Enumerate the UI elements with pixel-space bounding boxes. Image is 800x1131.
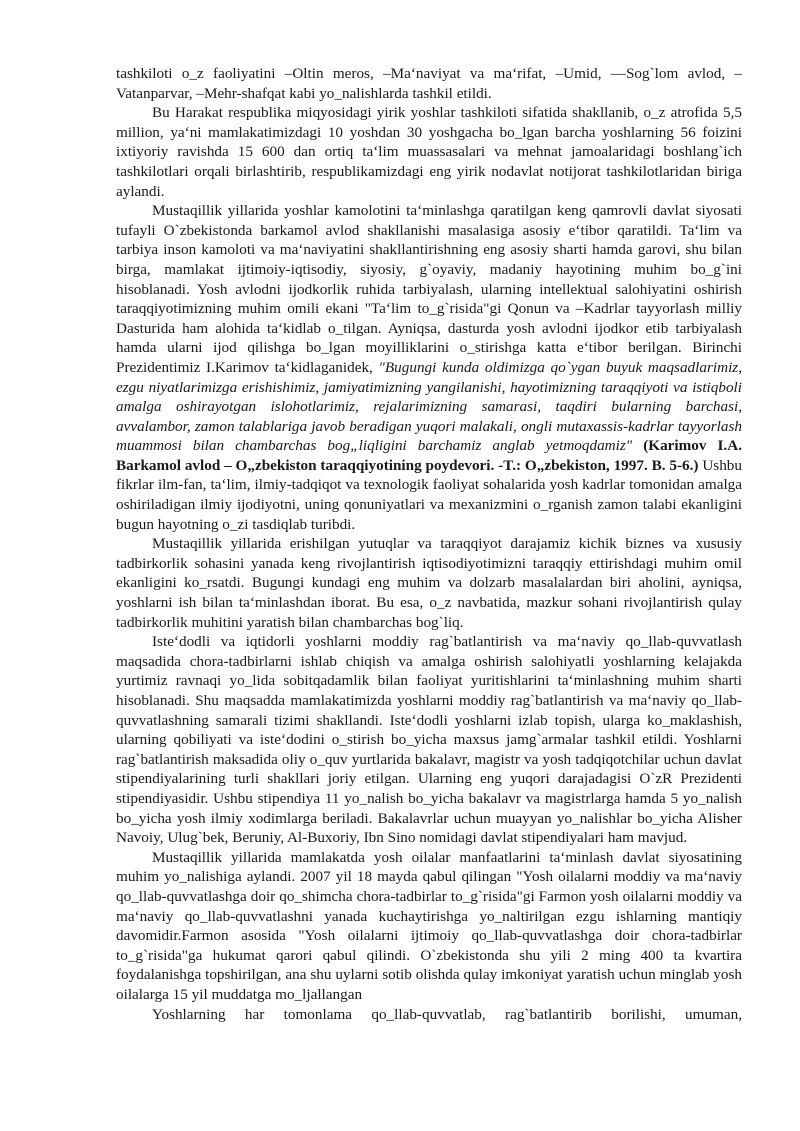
paragraph-1: tashkiloti o_z faoliyatini –Oltin meros, –Ma‘naviyat va ma‘rifat, –Umid, —Sog`lom avlod, –Vatanparvar, –Mehr-shafqat kabi yo_nalishlarda tashkil etildi.: [116, 65, 742, 102]
paragraph-4: Mustaqillik yillarida erishilgan yutuqlar va taraqqiyot darajamiz kichik biznes va xususiy tadbirkorlik sohasini yanada keng rivojlantirish iqtisodiyotimizni taraqqiy ettirishdagi muhim omil ekanligini ko_rsatdi. Bugungi kundagi eng muhim va dolzarb masalalardan biri aholini, ayniqsa, yoshlarni ish bilan ta‘minlashdan iborat. Bu esa, o_z navbatida, mazkur sohani rivojlantirish qulay tadbirkorlik muhitini yaratish bilan chambarchas bog`liq.: [116, 535, 742, 631]
quote-reference: (Karimov I.A. Barkamol avlod – O„zbekiston taraqqiyotining poydevori. -T.: O„zbekiston, 1997. B. 5-6.): [116, 437, 742, 474]
body-text: [116, 64, 742, 1024]
paragraph-7: Yoshlarning har tomonlama qo_llab-quvvatlab, rag`batlantirib borilishi, umuman,: [152, 1005, 742, 1023]
paragraph-6: Mustaqillik yillarida mamlakatda yosh oilalar manfaatlarini ta‘minlash davlat siyosatining muhim yo_nalishiga aylandi. 2007 yil 18 mayda qabul qilingan "Yosh oilalarni moddiy va ma‘naviy qo_llab-quvvatlashga doir qo_shimcha chora-tadbirlar to_g`risida"gi Farmon yosh oilalarni moddiy va ma‘naviy qo_llab-quvvatlashni yanada kuchaytirishga yo_naltirilgan ezgu ishlarning mantiqiy davomidir.Farmon asosida "Yosh oilalarni ijtimoiy qo_llab-quvvatlashga doir chora-tadbirlar to_g`risida"ga hukumat qarori qabul qilindi. O`zbekistonda shu yili 2 ming 400 ta kvartira foydalanishga topshirilgan, ana shu uylarni sotib olishda qulay imkoniyat yaratish uchun minglab yosh oilalarga 15 yil muddatga mo_ljallangan: [116, 848, 742, 1003]
president-quote: "Bugungi kunda oldimizga qo`ygan buyuk maqsadlarimiz, ezgu niyatlarimizga erishishimiz, jamiyatimizning yangilanishi, hayotimizning taraqqiyoti va istiqboli amalga oshirayotgan islohotlarimiz, rejalarimizning samarasi, taqdiri bularning barchasi, avvalambor, zamon talablariga javob beradigan yuqori malakali, ongli mutaxassis-kadrlar tayyorlash muammosi bilan chambarchas bog„liqligini barchamiz anglab yetmoqdamiz": [116, 358, 742, 455]
paragraph-2: Bu Harakat respublika miqyosidagi yirik yoshlar tashkiloti sifatida shakllanib, o_z atrofida 5,5 million, ya‘ni mamlakatimizdagi 10 yoshdan 30 yoshgacha bo_lgan barcha yoshlarning 56 foizini ixtiyoriy ravishda 15 600 dan ortiq ta‘lim muassasalari va mehnat jamoalaridagi boshlang`ich tashkilotlari orqali birlashtirib, respublikamizdagi eng yirik nodavlat notijorat tashkilotlaridan biriga aylandi.: [116, 104, 742, 200]
paragraph-3-text: Mustaqillik yillarida yoshlar kamolotini ta‘minlashga qaratilgan keng qamrovli davlat siyosati tufayli O`zbekistonda barkamol avlod shakllanishi masalasiga asosiy e‘tibor qaratildi. Ta‘lim va tarbiya inson kamoloti va ma‘naviyatini shakllantirishning eng asosiy sharti hamda garovi, shu bilan birga, mamlakat ijtimoiy-iqtisodiy, siyosiy, g`oyaviy, madaniy hayotining muhim bo_g`ini hisoblanadi. Yosh avlodni ijodkorlik ruhida tarbiyalash, ularning intellektual salohiyatini oshirish taraqqiyotimizning muhim omili ekani "Ta‘lim to_g`risida"gi Qonun va –Kadrlar tayyorlash milliy Dasturida ham alohida ta‘kidlab o_tilgan. Ayniqsa, dasturda yosh avlodni ijodkor etib tarbiyalash hamda ularni ijod qilishga bo_lgan moyilliklarini o_stirishga katta e‘tibor berilgan. Birinchi Prezidentimiz I.Karimov ta‘kidlaganidek,: [116, 202, 742, 376]
paragraph-5: Iste‘dodli va iqtidorli yoshlarni moddiy rag`batlantirish va ma‘naviy qo_llab-quvvatlash maqsadida chora-tadbirlarni ishlab chiqish va amalga oshirish salohiyatli yoshlarning kelajakda yurtimiz ravnaqi yo_lida sobitqadamlik bilan faoliyat yuritishlarini ta‘minlashning muhim sharti hisoblanadi. Shu maqsadda mamlakatimizda yoshlarni moddiy rag`batlantirish va ma‘naviy qo_llab-quvvatlashning samarali tizimi shakllandi. Iste‘dodli yoshlarni izlab topish, ularga ko_maklashish, ularning qobiliyati va iste‘dodini o_stirish bo_yicha maxsus jamg`armalar tashkil etildi. Yoshlarni rag`batlantirish maksadida oliy o_quv yurtlarida bakalavr, magistr va yosh tadqiqotchilar uchun davlat stipendiyalarining turli shakllari joriy etilgan. Ularning eng yuqori darajadagisi O`zR Prezidenti stipendiyasidir. Ushbu stipendiya 11 yo_nalish bo_yicha bakalavr va magistrlarga hamda 5 yo_nalish bo_yicha yosh ilmiy xodimlarga beriladi. Bakalavrlar uchun muayyan yo_nalishlar bo_yicha Alisher Navoiy, Ulug`bek, Beruniy, Al-Buxoriy, Ibn Sino nomidagi davlat stipendiyalari ham mavjud.: [116, 633, 742, 847]
paragraph-3: [116, 201, 742, 534]
paragraph-3-tail: Ushbu fikrlar ilm-fan, ta‘lim, ilmiy-tadqiqot va texnologik faoliyat sohalarida yosh kadrlar tomonidan amalga oshiriladigan ilmiy ijodiyotni, uning qonuniyatlari va mexanizmini o_rganish zamon talabi ekanligini bugun hayotning o_zi tasdiqlab turibdi.: [116, 456, 742, 533]
